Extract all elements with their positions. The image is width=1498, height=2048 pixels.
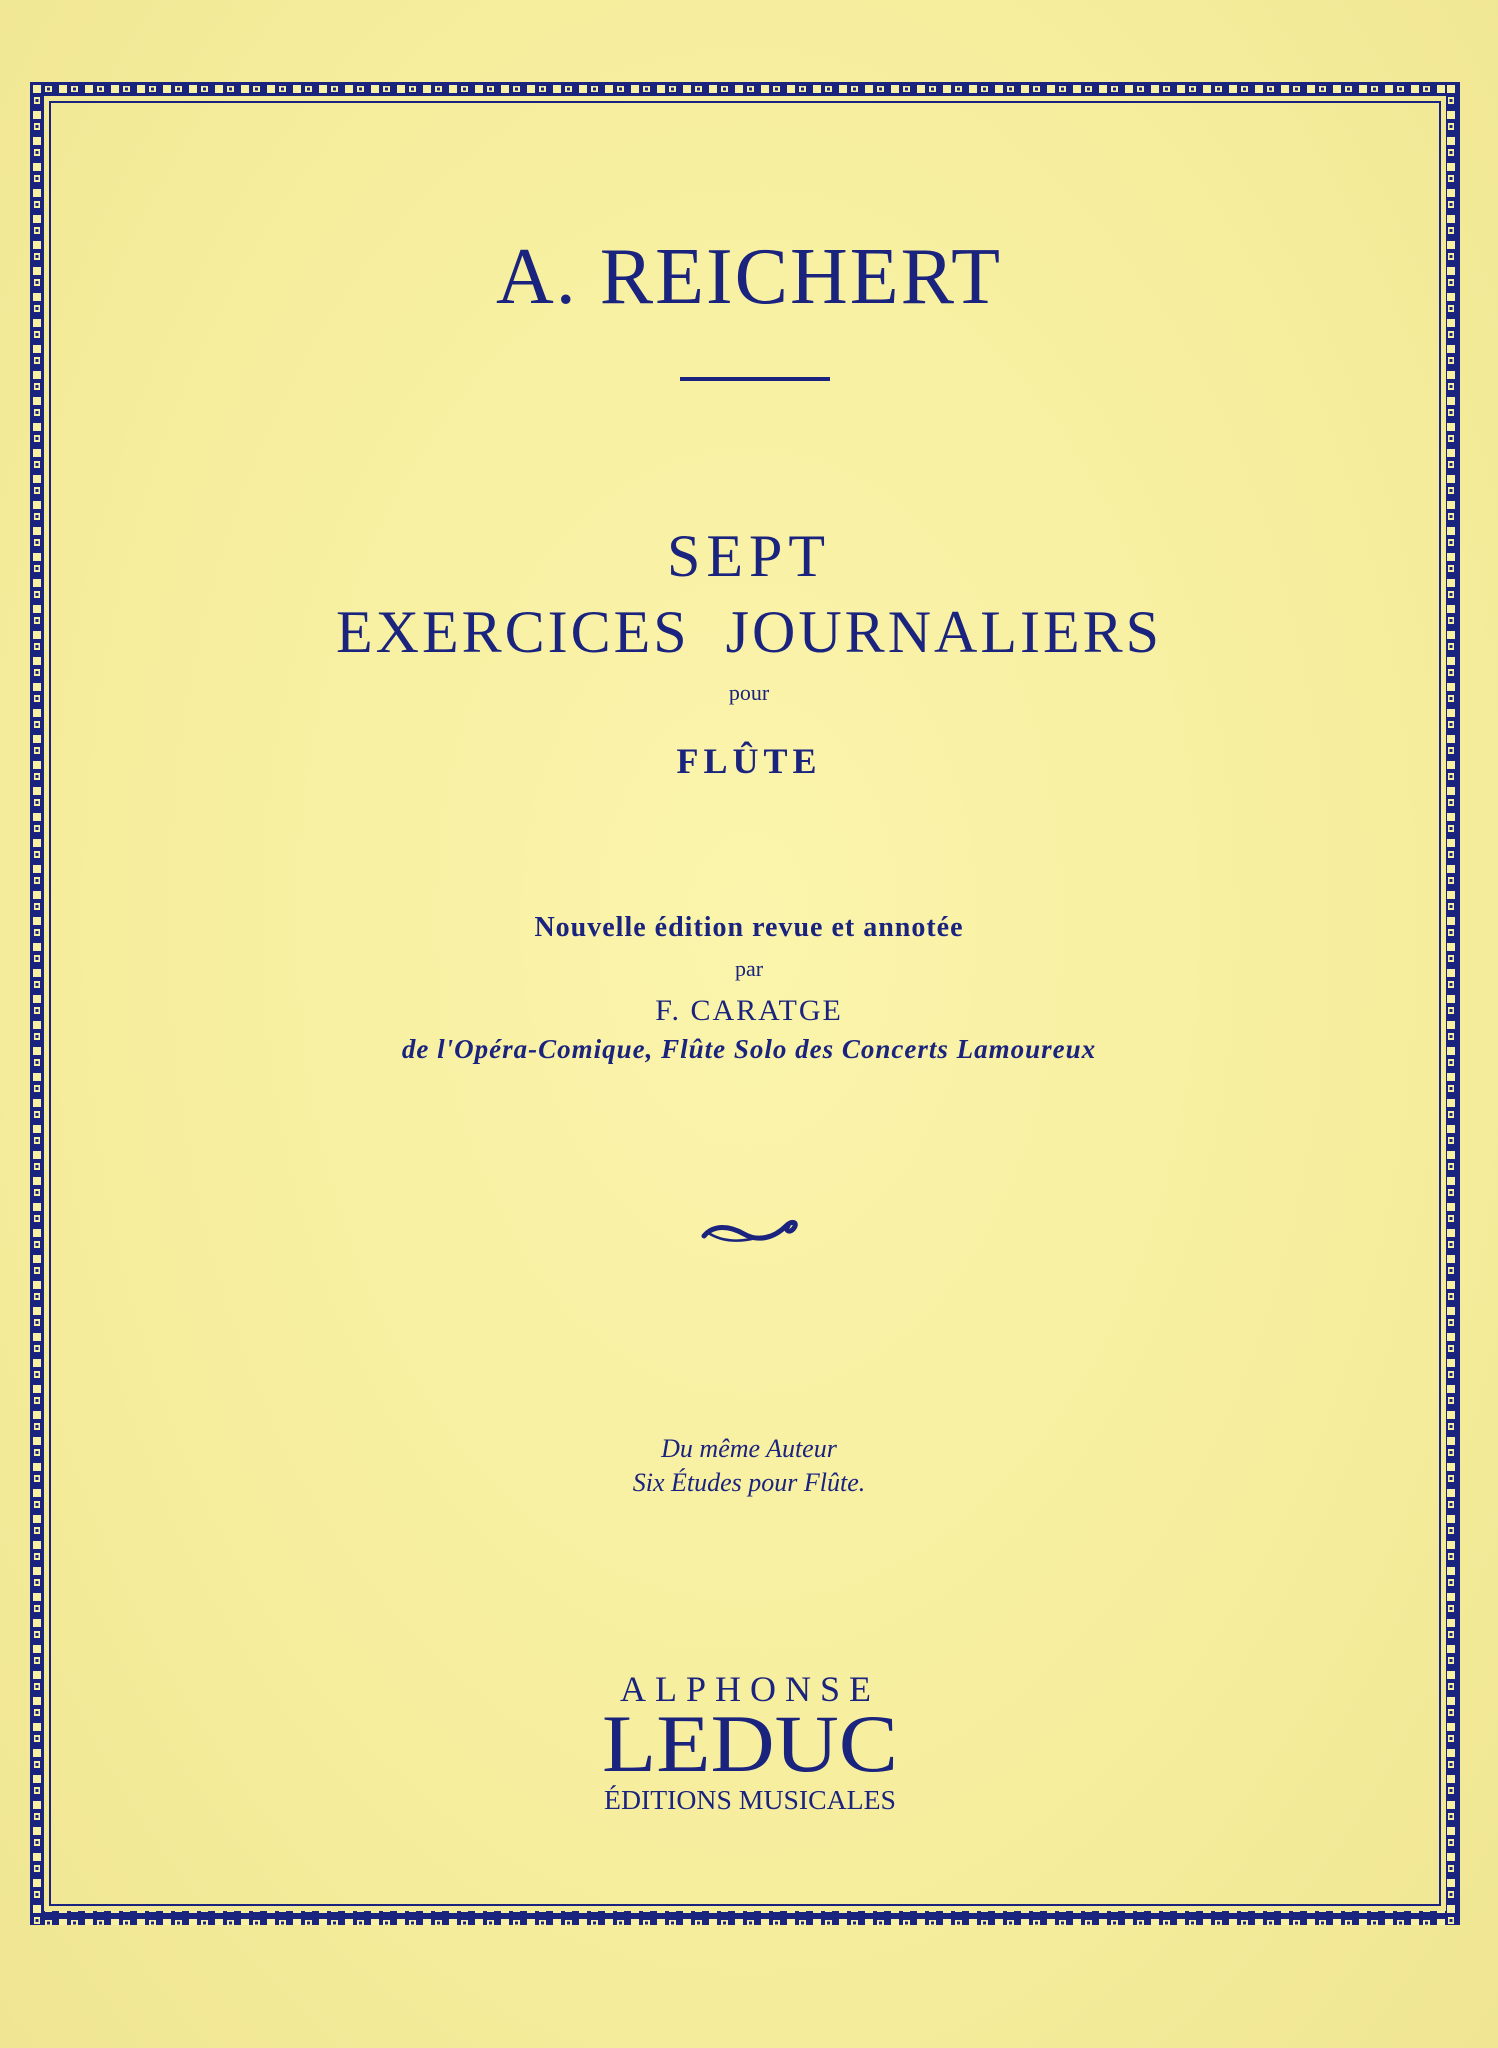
title-line-1: SEPT: [666, 523, 832, 589]
publisher-logo-line-3: ÉDITIONS MUSICALES: [604, 1785, 896, 1815]
title-divider: [680, 377, 830, 381]
flourish-ornament-icon: [700, 1212, 800, 1252]
editor-name: F. CARATGE: [655, 994, 843, 1027]
by-connector: par: [734, 956, 764, 981]
publisher-logo-line-2: LEDUC: [602, 1698, 898, 1789]
edition-note: Nouvelle édition revue et annotée: [534, 912, 964, 943]
other-work-title: Six Études pour Flûte.: [632, 1468, 866, 1497]
publisher-logo-line-1: ALPHONSE: [619, 1669, 881, 1709]
title-line-2: EXERCICES JOURNALIERS: [335, 599, 1163, 665]
author-name: A. REICHERT: [495, 233, 1003, 321]
editor-description: de l'Opéra-Comique, Flûte Solo des Concerts Lamoureux: [401, 1034, 1097, 1064]
instrument-name: FLÛTE: [676, 741, 822, 781]
title-connector: pour: [728, 680, 770, 705]
publisher-logo: [560, 1665, 940, 1825]
same-author-heading: Du même Auteur: [661, 1434, 837, 1463]
